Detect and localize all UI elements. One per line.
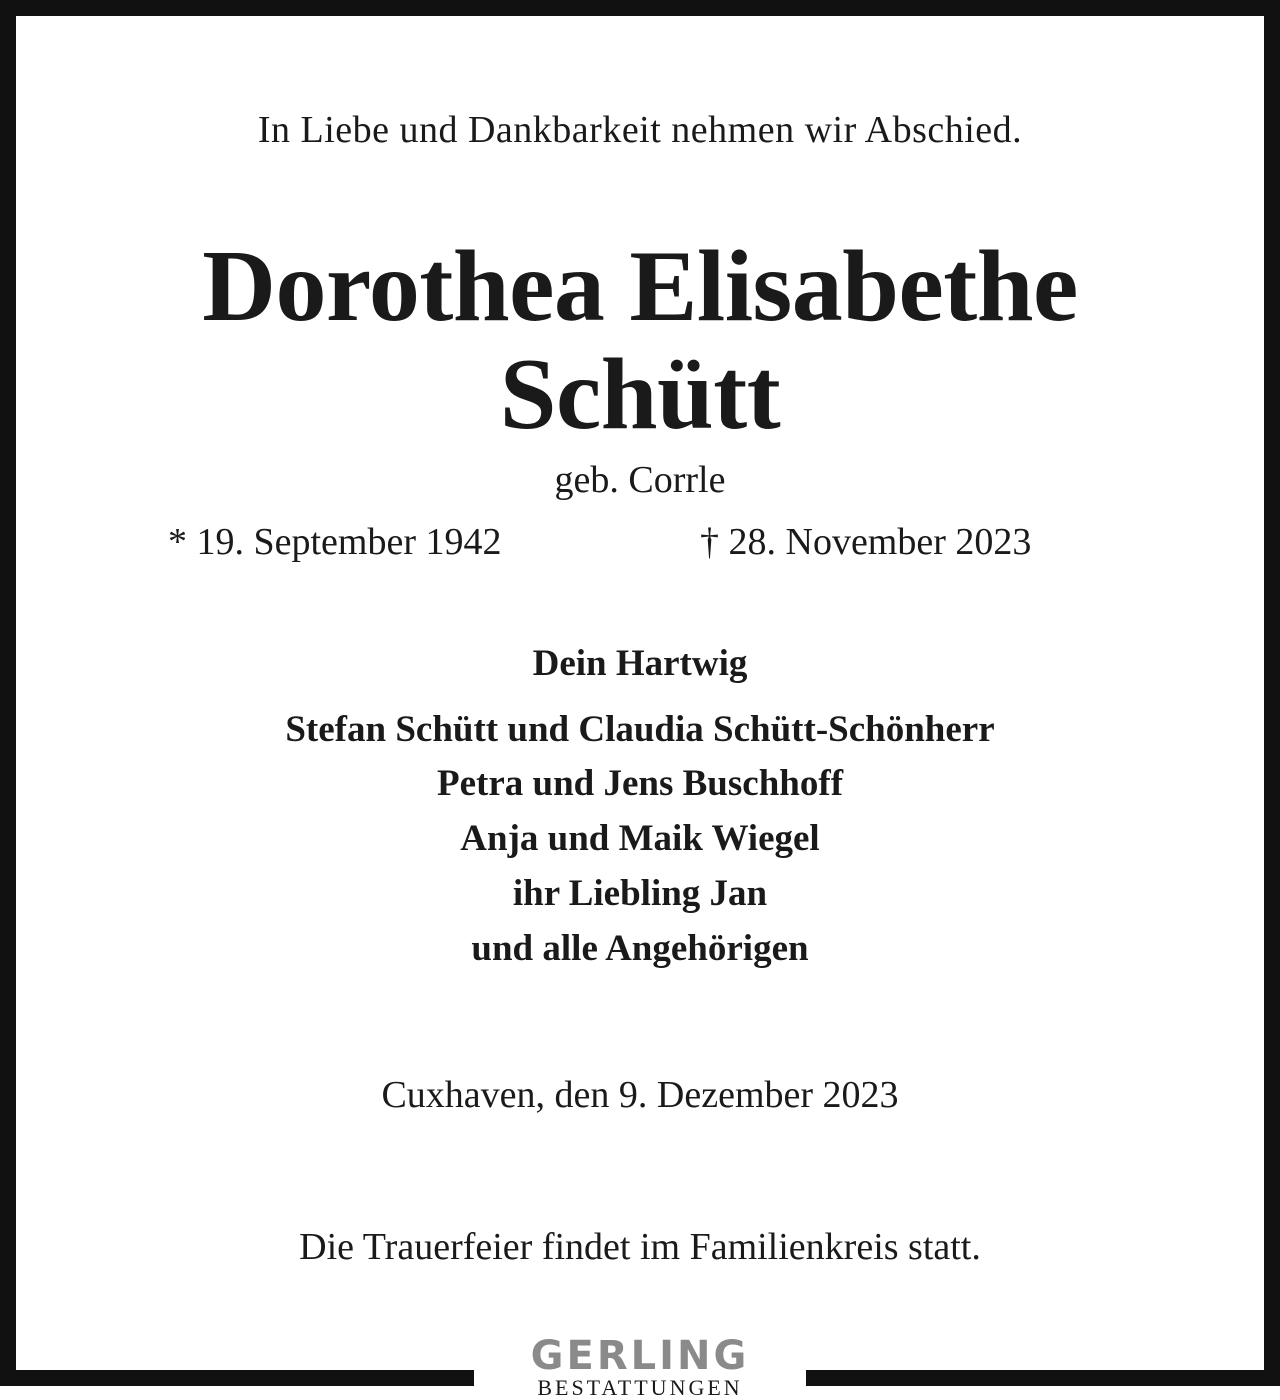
mourner-line: Petra und Jens Buschhoff xyxy=(436,763,844,804)
mourner-line: und alle Angehörigen xyxy=(471,928,809,969)
frame-bottom-right-border xyxy=(806,1370,1280,1386)
frame-bottom-left-border xyxy=(0,1370,474,1386)
place-and-date: Cuxhaven, den 9. Dezember 2023 xyxy=(381,1074,899,1116)
frame-right-border xyxy=(1264,0,1280,1386)
funeral-home-logo xyxy=(474,1333,806,1400)
intro-text: In Liebe und Dankbarkeit nehmen wir Abschied. xyxy=(257,109,1023,151)
mourner-line: Dein Hartwig xyxy=(532,643,748,684)
frame-top-border xyxy=(0,0,1280,16)
death-date: † 28. November 2023 xyxy=(700,521,1032,563)
birth-date: * 19. September 1942 xyxy=(168,521,502,563)
frame-left-border xyxy=(0,0,16,1386)
mourner-line: Stefan Schütt und Claudia Schütt-Schönherr xyxy=(285,709,995,750)
logo-wordmark: GERLING xyxy=(530,1333,750,1379)
mourner-line: ihr Liebling Jan xyxy=(512,873,768,914)
maiden-name: geb. Corrle xyxy=(554,459,726,501)
mourner-line: Anja und Maik Wiegel xyxy=(460,818,820,859)
deceased-first-names: Dorothea Elisabethe xyxy=(202,230,1078,343)
logo-subtitle: BESTATTUNGEN xyxy=(537,1375,743,1400)
ceremony-notice: Die Trauerfeier findet im Familienkreis statt. xyxy=(299,1226,981,1268)
deceased-surname: Schütt xyxy=(499,338,781,451)
